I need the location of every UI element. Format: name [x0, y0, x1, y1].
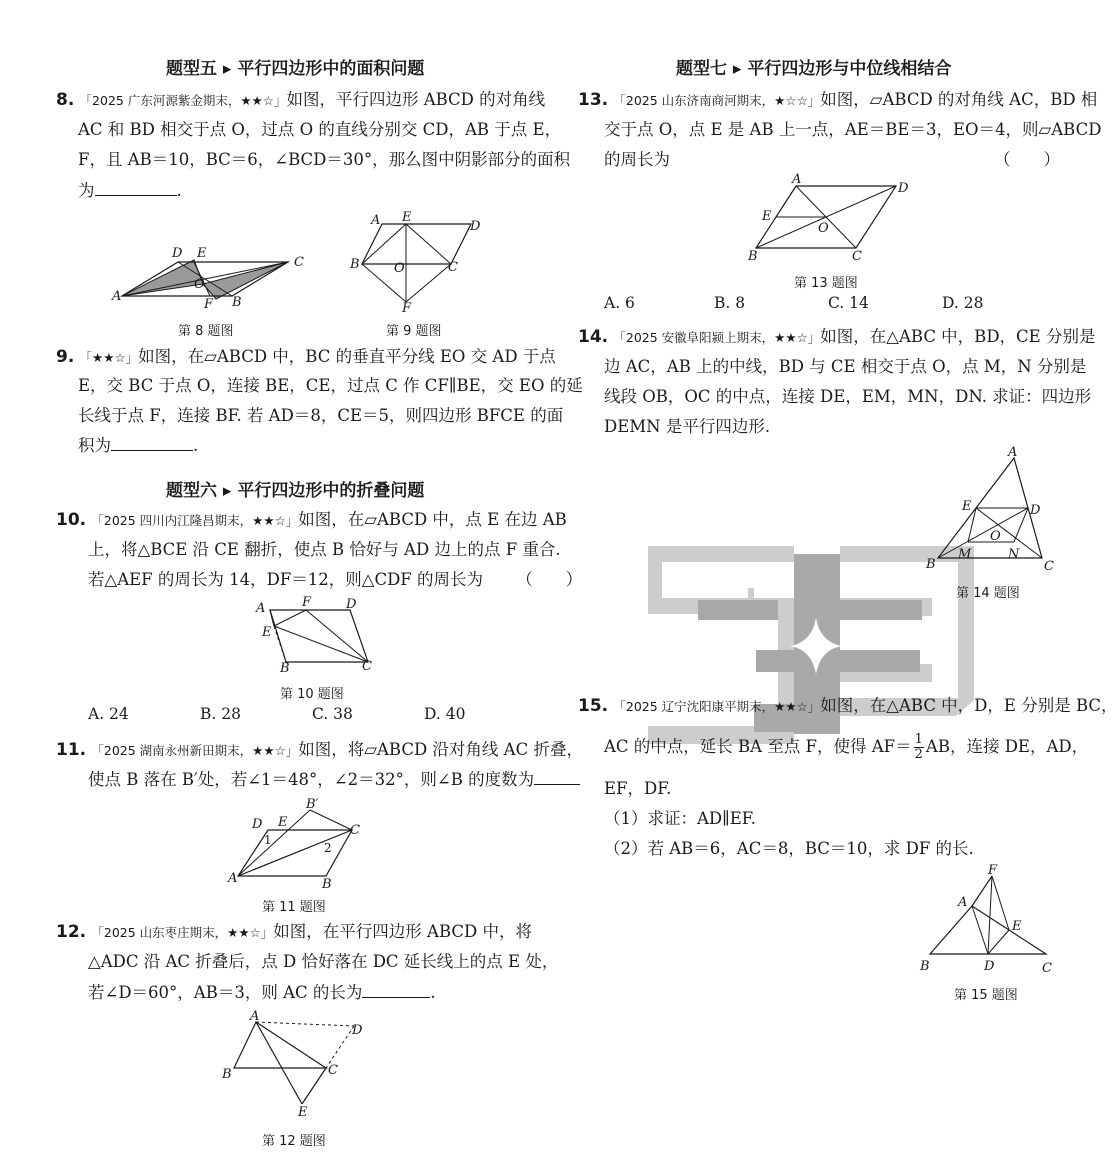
- question-13-line-1: [578, 86, 1097, 110]
- answer-bracket[interactable]: （ ）: [994, 150, 1060, 169]
- section-heading-6: 题型六 ▸ 平行四边形中的折叠问题: [166, 481, 425, 501]
- question-12-line-2: △ADC 沿 AC 折叠后，点 D 恰好落在 DC 延长线上的点 E 处，: [88, 952, 559, 971]
- svg-text:O: O: [194, 277, 205, 292]
- svg-text:B: B: [748, 249, 758, 264]
- question-8-line-4: 为 .: [78, 181, 182, 200]
- svg-text:O: O: [394, 261, 405, 276]
- figure-13-caption: 第 13 题图: [794, 276, 858, 291]
- answer-bracket[interactable]: （ ）: [516, 570, 583, 589]
- answer-blank[interactable]: [111, 436, 193, 451]
- answer-blank[interactable]: [534, 770, 580, 785]
- question-number: 15.: [578, 696, 609, 716]
- svg-text:A: A: [958, 895, 968, 910]
- question-number: 14.: [578, 327, 609, 347]
- option-d[interactable]: D. 40: [424, 705, 466, 723]
- question-9-line-3: 长线于点 F，连接 BF. 若 AD＝8，CE＝5，则四边形 BFCE 的面: [78, 406, 564, 425]
- question-source: 「2025 广东河源紫金期末，★★☆」: [79, 93, 287, 108]
- svg-text:C: C: [362, 659, 372, 674]
- question-text: 若∠D＝60°，AB＝3，则 AC 的长为: [88, 983, 363, 1002]
- question-number: 10.: [56, 510, 87, 530]
- svg-text:E: E: [962, 499, 972, 514]
- question-11-line-2: [88, 766, 580, 790]
- svg-text:B: B: [322, 877, 332, 892]
- svg-text:B: B: [926, 557, 936, 572]
- option-a[interactable]: A. 24: [88, 705, 129, 723]
- svg-text:A: A: [256, 601, 266, 616]
- question-source: 「★★☆」: [79, 350, 139, 365]
- question-number: 12.: [56, 922, 87, 942]
- svg-text:E: E: [197, 246, 207, 261]
- question-source: 「2025 湖南永州新田期末，★★☆」: [91, 743, 299, 758]
- option-a[interactable]: A. 6: [604, 294, 635, 312]
- question-text: 如图，在△ABC 中，D，E 分别是 BC，: [820, 696, 1118, 715]
- svg-text:A: A: [371, 213, 381, 228]
- svg-text:C: C: [294, 255, 304, 270]
- svg-text:F: F: [302, 595, 312, 610]
- svg-text:M: M: [958, 547, 972, 562]
- figure-10-caption: 第 10 题图: [280, 687, 344, 702]
- svg-text:F: F: [988, 863, 998, 878]
- svg-text:B: B: [350, 257, 360, 272]
- question-13-line-3: [604, 146, 1060, 170]
- svg-text:B: B: [280, 661, 290, 676]
- question-text: 如图，在▱ABCD 中，BC 的垂直平分线 EO 交 AD 于点: [138, 347, 556, 366]
- question-15-line-3: EF，DF.: [604, 779, 672, 798]
- question-text: 若△AEF 的周长为 14，DF＝12，则△CDF 的周长为: [88, 570, 483, 589]
- question-source: 「2025 安徽阜阳颍上期末，★★☆」: [613, 330, 821, 345]
- question-text: AB，连接 DE，AD，: [925, 737, 1089, 756]
- option-b[interactable]: B. 8: [714, 294, 746, 312]
- question-15-part-2: （2）若 AB＝6，AC＝8，BC＝10，求 DF 的长.: [604, 839, 974, 858]
- question-text: 如图，将▱ABCD 沿对角线 AC 折叠，: [298, 740, 583, 759]
- svg-text:C: C: [852, 249, 862, 264]
- svg-text:D: D: [898, 181, 909, 196]
- question-9-line-2: E，交 BC 于点 O，连接 BE，CE，过点 C 作 CF∥BE，交 EO 的延: [78, 376, 583, 395]
- figure-8: [108, 242, 313, 314]
- svg-text:A: A: [250, 1009, 260, 1024]
- fraction-one-half: $\frac{1}{2}$: [914, 732, 923, 762]
- figure-10: [250, 596, 380, 676]
- figure-15-caption: 第 15 题图: [954, 988, 1018, 1003]
- question-source: 「2025 四川内江隆昌期末，★★☆」: [91, 513, 299, 528]
- question-10-line-3: [88, 566, 582, 590]
- figure-11-caption: 第 11 题图: [262, 900, 326, 915]
- option-d[interactable]: D. 28: [942, 294, 984, 312]
- option-c[interactable]: C. 38: [312, 705, 353, 723]
- svg-text:O: O: [818, 221, 829, 236]
- svg-text:E: E: [262, 625, 272, 640]
- figure-13: [744, 172, 914, 264]
- question-text: 如图，在平行四边形 ABCD 中，将: [273, 922, 532, 941]
- question-number: 11.: [56, 740, 87, 760]
- svg-text:E: E: [298, 1105, 308, 1120]
- question-9-line-4: 积为 .: [78, 436, 199, 455]
- svg-text:D: D: [252, 817, 263, 832]
- svg-text:A: A: [1008, 445, 1018, 460]
- svg-text:1: 1: [264, 833, 272, 847]
- question-text: 使点 B 落在 B′处，若∠1＝48°，∠2＝32°，则∠B 的度数为: [88, 770, 535, 789]
- figure-14: [922, 442, 1060, 572]
- question-9-line-1: [56, 343, 556, 367]
- figure-9: [346, 210, 486, 314]
- question-8-line-3: F，且 AB＝10，BC＝6，∠BCD＝30°，那么图中阴影部分的面积: [78, 150, 571, 169]
- question-text: 积为: [78, 436, 111, 455]
- svg-text:C: C: [448, 260, 458, 275]
- section-heading-7: 题型七 ▸ 平行四边形与中位线相结合: [676, 59, 952, 79]
- question-11-line-1: [56, 736, 583, 760]
- svg-text:N: N: [1008, 547, 1020, 562]
- question-12-line-3: 若∠D＝60°，AB＝3，则 AC 的长为 .: [88, 983, 436, 1002]
- svg-text:C: C: [1044, 559, 1054, 574]
- question-number: 9.: [56, 347, 75, 367]
- svg-text:D: D: [172, 246, 183, 261]
- svg-text:A: A: [792, 172, 802, 187]
- svg-text:D: D: [352, 1023, 363, 1038]
- question-14-line-1: [578, 323, 1095, 347]
- question-source: 「2025 辽宁沈阳康平期末，★★☆」: [613, 699, 821, 714]
- figure-12: [218, 1008, 368, 1122]
- svg-text:B: B: [920, 959, 930, 974]
- svg-text:A: A: [228, 871, 238, 886]
- svg-text:E: E: [278, 815, 288, 830]
- question-number: 8.: [56, 90, 75, 110]
- option-b[interactable]: B. 28: [200, 705, 241, 723]
- question-10-line-2: 上，将△BCE 沿 CE 翻折，使点 B 恰好与 AD 边上的点 F 重合.: [88, 540, 561, 559]
- svg-text:E: E: [402, 210, 412, 225]
- question-15-line-2: [604, 733, 1088, 762]
- figure-12-caption: 第 12 题图: [262, 1134, 326, 1149]
- question-text: 的周长为: [604, 150, 670, 169]
- question-8-line-2: AC 和 BD 相交于点 O，过点 O 的直线分别交 CD，AB 于点 E，: [78, 120, 562, 139]
- section-heading-5: 题型五 ▸ 平行四边形中的面积问题: [166, 59, 425, 79]
- question-source: 「2025 山东济南商河期末，★☆☆」: [613, 93, 821, 108]
- question-source: 「2025 山东枣庄期末，★★☆」: [91, 925, 274, 940]
- question-text: 如图，平行四边形 ABCD 的对角线: [286, 90, 546, 109]
- question-10-line-1: [56, 506, 567, 530]
- question-13-line-2: 交于点 O，点 E 是 AB 上一点，AE＝BE＝3，EO＝4，则▱ABCD: [604, 120, 1102, 139]
- question-15-line-1: [578, 692, 1118, 716]
- svg-text:D: D: [1030, 503, 1041, 518]
- svg-text:A: A: [112, 289, 122, 304]
- question-8-line-1: [56, 86, 545, 110]
- svg-text:2: 2: [324, 841, 332, 855]
- question-text: 如图，在▱ABCD 中，点 E 在边 AB: [298, 510, 567, 529]
- svg-text:E: E: [1012, 919, 1022, 934]
- figure-9-caption: 第 9 题图: [386, 324, 442, 339]
- question-text: 如图，▱ABCD 的对角线 AC，BD 相: [820, 90, 1098, 109]
- svg-text:O: O: [990, 529, 1001, 544]
- svg-text:C: C: [328, 1063, 338, 1078]
- svg-text:C: C: [350, 823, 360, 838]
- svg-text:F: F: [402, 301, 412, 316]
- question-14-line-4: DEMN 是平行四边形.: [604, 417, 771, 436]
- figure-14-caption: 第 14 题图: [956, 586, 1020, 601]
- question-12-line-1: [56, 918, 532, 942]
- figure-15: [916, 862, 1066, 978]
- svg-text:E: E: [762, 209, 772, 224]
- svg-text:D: D: [470, 219, 481, 234]
- svg-text:B′: B′: [306, 797, 319, 812]
- figure-11: [226, 796, 366, 892]
- svg-text:D: D: [346, 597, 357, 612]
- svg-text:B: B: [222, 1067, 232, 1082]
- question-14-line-2: 边 AC，AB 上的中线，BD 与 CE 相交于点 O，点 M，N 分别是: [604, 357, 1087, 376]
- question-text: AC 的中点，延长 BA 至点 F，使得 AF＝: [604, 737, 912, 756]
- option-c[interactable]: C. 14: [828, 294, 869, 312]
- question-text: 如图，在△ABC 中，BD，CE 分别是: [820, 327, 1096, 346]
- svg-text:D: D: [984, 959, 995, 974]
- question-text: 为: [78, 181, 95, 200]
- svg-text:B: B: [232, 295, 242, 310]
- answer-blank[interactable]: [95, 181, 177, 196]
- question-15-part-1: （1）求证：AD∥EF.: [604, 809, 756, 828]
- svg-text:C: C: [1042, 961, 1052, 976]
- figure-8-caption: 第 8 题图: [178, 324, 234, 339]
- answer-blank[interactable]: [362, 983, 430, 998]
- question-14-line-3: 线段 OB，OC 的中点，连接 DE，EM，MN，DN. 求证：四边形: [604, 387, 1092, 406]
- question-number: 13.: [578, 90, 609, 110]
- svg-text:F: F: [204, 297, 214, 312]
